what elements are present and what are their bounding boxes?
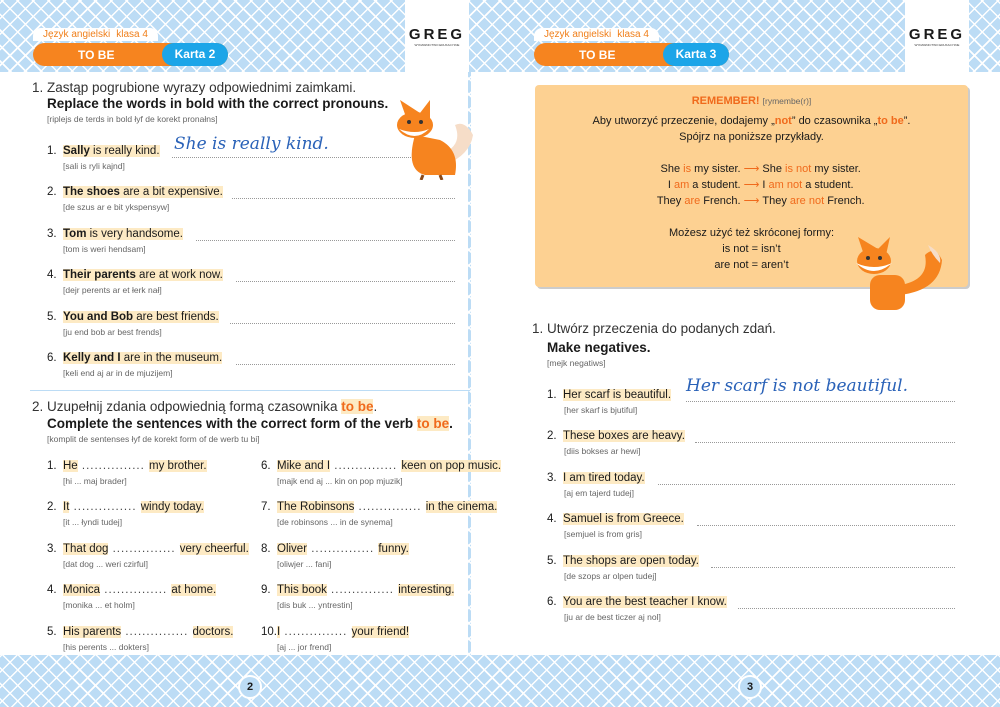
task1-instruction-en: Replace the words in bold with the correct pronouns.	[47, 96, 389, 111]
topic-bar: TO BE Karta 2	[33, 43, 228, 66]
example-row: They are French. ⟶ They are not French.	[656, 195, 865, 207]
blank[interactable]: ...............	[354, 501, 426, 513]
remember-box: REMEMBER! [rymembe(r)] Aby utworzyć przeczenie, dodajemy „not” do czasownika „to be”. Spójrz na poniższe przykłady. She is my sister. ⟶ She is not my sister. I am a student. ⟶ I am not a student. They are French. ⟶ They are not French. Możesz użyć też skróconej formy: is not = isn’t are not = aren’t	[535, 85, 968, 287]
task2-item: 9. This book ............... interesting.	[261, 584, 455, 596]
task2-item-phonetic: [his perents ... dokters]	[63, 642, 149, 652]
answer-line[interactable]	[232, 189, 455, 199]
blank[interactable]: ...............	[307, 543, 379, 555]
task3-item: 3. I am tired today.	[547, 472, 645, 484]
task1-phonetic: [riplejs de terds in bold łyf de korekt pronałns]	[47, 114, 218, 124]
answer-line[interactable]	[738, 599, 955, 609]
blank[interactable]: ...............	[100, 584, 172, 596]
task1-item: 4. Their parents are at work now.	[47, 269, 223, 281]
task3-item-phonetic: [semjuel is from gris]	[564, 529, 642, 539]
blank[interactable]: ...............	[121, 626, 193, 638]
task2-item-phonetic: [dat dog ... weri czirful]	[63, 559, 149, 569]
blank[interactable]: ...............	[69, 501, 141, 513]
page-number: 2	[238, 675, 262, 699]
answer-line[interactable]	[236, 272, 455, 282]
subject-label: Język angielski klasa 4	[33, 28, 158, 41]
task3-item-phonetic: [diis bokses ar hewi]	[564, 446, 641, 456]
answer-line[interactable]	[711, 558, 955, 568]
subject-label: Język angielski klasa 4	[534, 28, 659, 41]
arrow-icon: ⟶	[743, 179, 760, 191]
answer-line[interactable]	[658, 475, 955, 485]
fox-illustration	[385, 95, 480, 180]
task2-instruction-en: Complete the sentences with the correct form of the verb to be.	[47, 416, 453, 431]
card-badge: Karta 2	[162, 43, 228, 66]
task1-item-phonetic: [ju end bob ar best frends]	[63, 327, 162, 337]
task2-item-phonetic: [aj ... jor frend]	[277, 642, 332, 652]
task1-item: 5. You and Bob are best friends.	[47, 311, 219, 323]
card-badge: Karta 3	[663, 43, 729, 66]
task3-item: 1. Her scarf is beautiful.	[547, 389, 672, 401]
arrow-icon: ⟶	[743, 163, 760, 175]
task1-item: 2. The shoes are a bit expensive.	[47, 186, 223, 198]
task3-instruction-pl: 1. Utwórz przeczenia do podanych zdań.	[532, 321, 776, 336]
answer-line[interactable]	[196, 231, 455, 241]
task3-item-phonetic: [ju ar de best ticzer aj nol]	[564, 612, 661, 622]
fox-illustration	[850, 235, 950, 315]
task2-item-phonetic: [majk end aj ... kin on pop mjuzik]	[277, 476, 403, 486]
task3-item: 4. Samuel is from Greece.	[547, 513, 684, 525]
task3-item-phonetic: [de szops ar olpen tudej]	[564, 571, 657, 581]
task2-item: 8. Oliver ............... funny.	[261, 543, 409, 555]
arrow-icon: ⟶	[743, 195, 760, 207]
task2-instruction-pl: 2. Uzupełnij zdania odpowiednią formą czasownika to be.	[32, 399, 378, 414]
blank[interactable]: ...............	[280, 626, 352, 638]
task2-item-phonetic: [monika ... et holm]	[63, 600, 135, 610]
blank[interactable]: ...............	[330, 460, 402, 472]
task3-item-phonetic: [her skarf is bjutiful]	[564, 405, 638, 415]
blank[interactable]: ...............	[326, 584, 399, 596]
answer-line[interactable]	[236, 355, 455, 365]
task2-item: 6. Mike and I ............... keen on pop music.	[261, 460, 502, 472]
example-row: I am a student. ⟶ I am not a student.	[667, 179, 854, 191]
task2-phonetic: [komplit de sentenses łyf de korekt form of de werb tu bi]	[47, 434, 260, 444]
task2-item: 4. Monica ............... at home.	[47, 584, 217, 596]
task1-instruction-pl: 1. Zastąp pogrubione wyrazy odpowiednimi zaimkami.	[32, 80, 357, 95]
greg-logo: GREG WYDAWNICTWO EDUKACYJNE	[405, 0, 469, 72]
task1-item-phonetic: [de szus ar e bit ykspensyw]	[63, 202, 170, 212]
topic-bar: TO BE Karta 3	[534, 43, 729, 66]
answer-line[interactable]	[697, 516, 955, 526]
task3-item: 2. These boxes are heavy.	[547, 430, 685, 442]
task2-item: 1. He ............... my brother.	[47, 460, 207, 472]
blank[interactable]: ...............	[77, 460, 150, 472]
blank[interactable]: ...............	[108, 543, 180, 555]
greg-logo: GREG WYDAWNICTWO EDUKACYJNE	[905, 0, 969, 72]
task2-item: 7. The Robinsons ............... in the cinema.	[261, 501, 498, 513]
task3-phonetic: [mejk negatiws]	[547, 358, 606, 368]
task1-item-phonetic: [dejr perents ar et łerk nał]	[63, 285, 162, 295]
task1-item-phonetic: [sali is ryli kajnd]	[63, 161, 125, 171]
task2-item-phonetic: [hi ... maj brader]	[63, 476, 127, 486]
task2-item-phonetic: [de robinsons ... in de synema]	[277, 517, 393, 527]
task2-item: 3. That dog ............... very cheerful.	[47, 543, 249, 555]
task2-item-phonetic: [dis buk ... yntrestin]	[277, 600, 353, 610]
task2-item-phonetic: [it ... łyndi tudej]	[63, 517, 123, 527]
answer-line[interactable]	[230, 314, 455, 324]
answer-line[interactable]	[695, 433, 955, 443]
task1-item-phonetic: [keli end aj ar in de mjuzijem]	[63, 368, 173, 378]
task3-item: 5. The shops are open today.	[547, 555, 699, 567]
task3-item: 6. You are the best teacher I know.	[547, 596, 727, 608]
task1-item: 3. Tom is very handsome.	[47, 228, 183, 240]
task2-item: 10. I ............... your friend!	[261, 626, 410, 638]
task3-instruction-en: Make negatives.	[547, 340, 651, 355]
task3-example-answer: Her scarf is not beautiful.	[686, 376, 908, 396]
task1-item: 6. Kelly and I are in the museum.	[47, 352, 223, 364]
task3-item-phonetic: [aj em tajerd tudej]	[564, 488, 634, 498]
task2-item: 2. It ............... windy today.	[47, 501, 204, 513]
task1-item-phonetic: [tom is weri hendsam]	[63, 244, 146, 254]
task1-item: 1. Sally is really kind.	[47, 145, 160, 157]
task1-example-answer: She is really kind.	[174, 134, 329, 154]
example-row: She is my sister. ⟶ She is not my sister.	[660, 163, 861, 175]
page-number: 3	[738, 675, 762, 699]
task2-item-phonetic: [oliwjer ... fani]	[277, 559, 332, 569]
divider	[30, 390, 470, 391]
answer-line[interactable]	[686, 392, 955, 402]
task2-item: 5. His parents ............... doctors.	[47, 626, 234, 638]
